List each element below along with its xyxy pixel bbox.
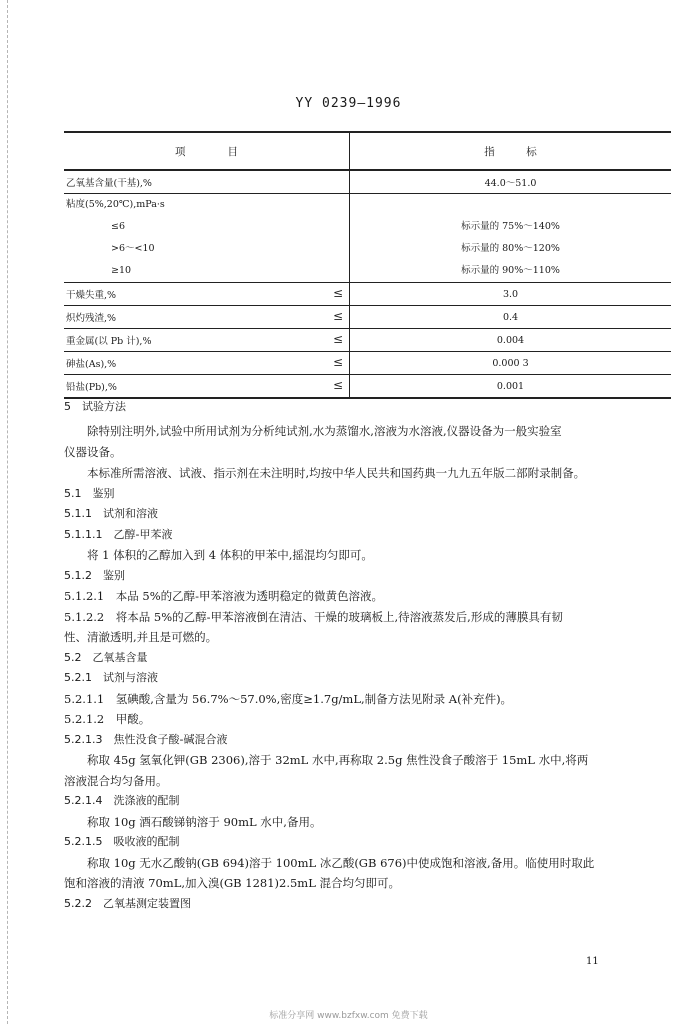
viscosity-sub-value: 标示量的 90%～110%: [461, 265, 560, 276]
row-item: 重金属(以 Pb 计),%: [66, 336, 152, 347]
paragraph-line: 5.1.2.1 本品 5%的乙醇-甲苯溶液为透明稳定的微黄色溶液。: [64, 589, 384, 603]
row-value: 0.001: [350, 375, 672, 399]
paragraph-line: 5.1.2.2 将本品 5%的乙醇-甲苯溶液倒在清洁、干燥的玻璃板上,待溶液蒸发后,形成的薄膜具有韧: [64, 610, 563, 624]
section-heading: 5.2.1.4 洗涤液的配制: [64, 794, 180, 807]
row-item: 乙氧基含量(干基),%: [66, 178, 152, 189]
row-item: 干燥失重,%: [66, 290, 117, 301]
row-symbol: ≤: [332, 332, 343, 346]
paragraph-line: 称取 10g 无水乙酸钠(GB 694)溶于 100mL 冰乙酸(GB 676)中使成饱和溶液,备用。临使用时取此: [64, 856, 595, 870]
section-heading: 5.1.1 试剂和溶液: [64, 507, 158, 520]
paragraph-line: 称取 45g 氢氧化钾(GB 2306),溶于 32mL 水中,再称取 2.5g 焦性没食子酸溶于 15mL 水中,将两: [64, 753, 589, 767]
paragraph-line: 将 1 体积的乙醇加入到 4 体积的甲苯中,摇混均匀即可。: [64, 548, 373, 562]
paragraph-line: 溶液混合均匀备用。: [64, 774, 168, 788]
paragraph-line: 5.2.1.2 甲酸。: [64, 712, 151, 726]
table-header-row: [64, 132, 671, 170]
standard-header: YY 0239—1996: [295, 96, 402, 111]
page-number: 11: [586, 956, 599, 967]
row-symbol: ≤: [332, 309, 343, 323]
row-value: 0.000 3: [350, 352, 672, 375]
paragraph-line: 饱和溶液的清液 70mL,加入溴(GB 1281)2.5mL 混合均匀即可。: [64, 876, 401, 890]
table-row: [64, 375, 671, 399]
paragraph-line: 性、清澈透明,并且是可燃的。: [64, 630, 218, 644]
row-symbol: ≤: [332, 378, 343, 392]
row-value: 3.0: [350, 283, 672, 306]
row-item: 粘度(5%,20℃),mPa·s: [66, 199, 165, 210]
row-item: 炽灼残渣,%: [66, 313, 117, 324]
row-symbol: ≤: [332, 286, 343, 300]
row-value: 44.0～51.0: [350, 170, 672, 194]
table-row: [64, 283, 671, 306]
paragraph-line: 称取 10g 酒石酸锑钠溶于 90mL 水中,备用。: [64, 815, 322, 829]
viscosity-sub-label: >6～<10: [111, 243, 155, 254]
section-heading: 5.1.1.1 乙醇-甲苯液: [64, 528, 173, 541]
section-heading: 5.2.1.3 焦性没食子酸-碱混合液: [64, 733, 228, 746]
section-heading: 5.2.1.5 吸收液的配制: [64, 835, 180, 848]
table-row: [64, 329, 671, 352]
viscosity-sub-label: ≥10: [111, 265, 132, 276]
col-item-header: 项 目: [64, 132, 350, 170]
spec-table: [64, 131, 671, 399]
paragraph-line: 本标准所需溶液、试液、指示剂在未注明时,均按中华人民共和国药典一九九五年版二部附录制备。: [64, 466, 586, 480]
table-row: [64, 306, 671, 329]
section-heading: 5.2.2 乙氧基测定装置图: [64, 897, 191, 910]
viscosity-sub-label: ≤6: [111, 221, 126, 232]
viscosity-sub-value: 标示量的 75%～140%: [461, 221, 560, 232]
row-symbol: ≤: [332, 355, 343, 369]
scan-edge-line: [7, 0, 8, 1024]
row-item: 铅盐(Pb),%: [66, 382, 117, 393]
footer-watermark: 标准分享网 www.bzfxw.com 免费下载: [269, 1011, 428, 1021]
paragraph-line: 除特别注明外,试验中所用试剂为分析纯试剂,水为蒸馏水,溶液为水溶液,仪器设备为一般实验室: [64, 424, 562, 438]
section-heading: 5 试验方法: [64, 400, 126, 413]
paragraph-line: 仪器设备。: [64, 445, 122, 459]
section-heading: 5.2.1 试剂与溶液: [64, 671, 158, 684]
paragraph-line: 5.2.1.1 氢碘酸,含量为 56.7%～57.0%,密度≥1.7g/mL,制备方法见附录 A(补充件)。: [64, 692, 513, 706]
col-spec-header: 指 标: [350, 132, 672, 170]
viscosity-sub-value: 标示量的 80%～120%: [461, 243, 560, 254]
section-heading: 5.1.2 鉴别: [64, 569, 125, 582]
row-value: 0.4: [350, 306, 672, 329]
section-heading: 5.1 鉴别: [64, 487, 115, 500]
section-heading: 5.2 乙氧基含量: [64, 651, 148, 664]
table-row: [64, 352, 671, 375]
row-value: 0.004: [350, 329, 672, 352]
row-item: 砷盐(As),%: [66, 359, 117, 370]
table-row-viscosity: [64, 194, 671, 283]
table-row: [64, 170, 671, 194]
